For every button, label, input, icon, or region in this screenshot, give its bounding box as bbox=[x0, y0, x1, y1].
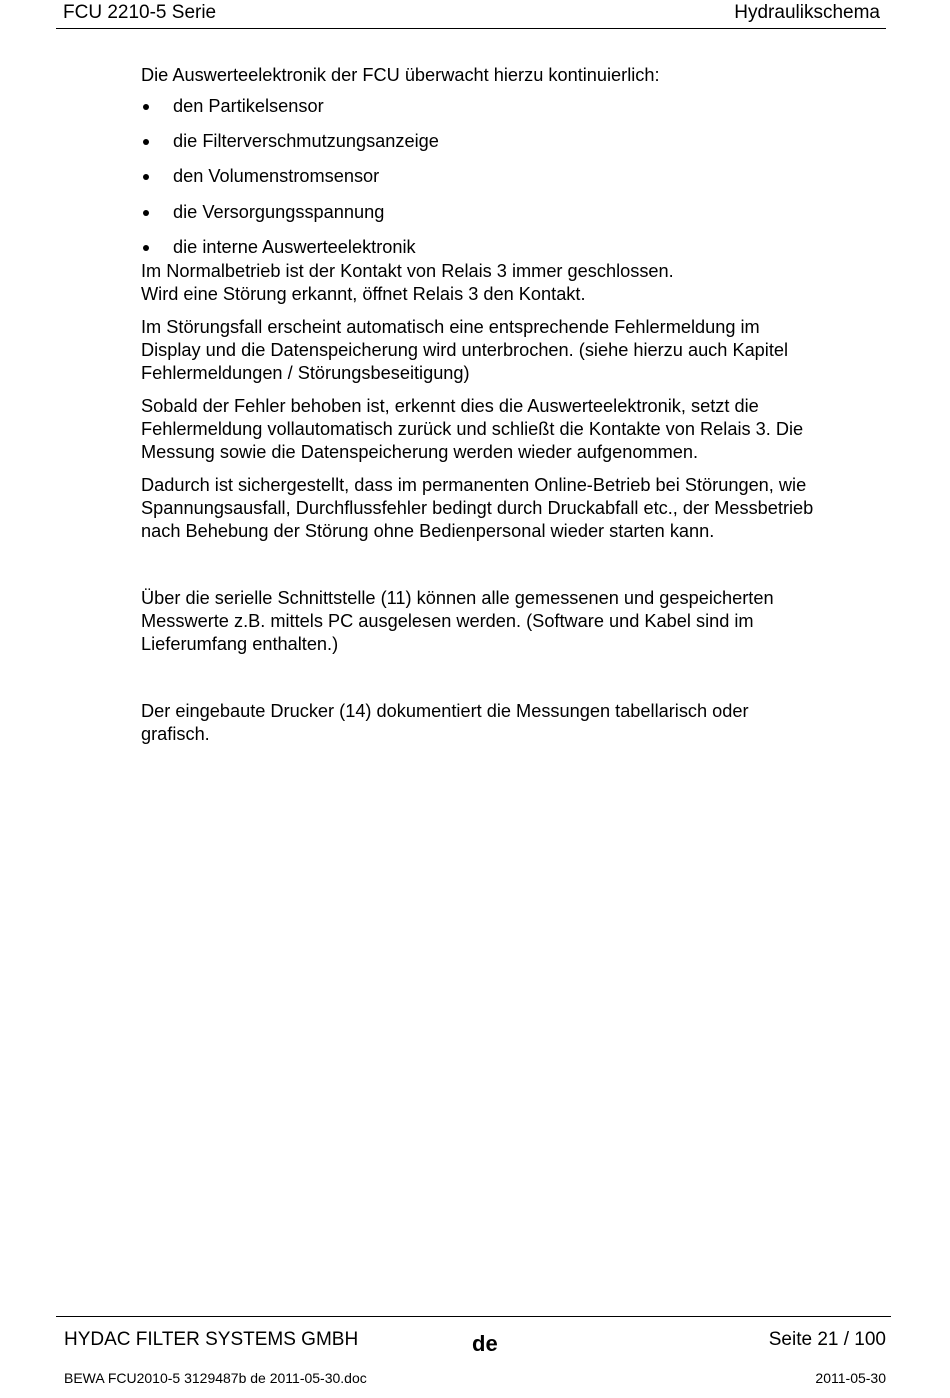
paragraph-serial-interface: Über die serielle Schnittstelle (11) können alle gemessenen und gespeicherten Messwerte z.B. mittels PC ausgelesen werden. (Software und Kabel sind im Lieferumfang enthalten.) bbox=[141, 587, 774, 654]
bullet-icon bbox=[143, 174, 149, 180]
paragraph-printer: Der eingebaute Drucker (14) dokumentiert die Messungen tabellarisch oder grafisch. bbox=[141, 700, 749, 744]
header-divider bbox=[56, 28, 886, 29]
paragraph-fault-case: Im Störungsfall erscheint automatisch eine entsprechende Fehlermeldung im Display und die Datenspeicherung wird unterbrochen. (siehe hierzu auch Kapitel Fehlermeldungen / Störungsbeseitigung) bbox=[141, 316, 789, 383]
bullet-icon bbox=[143, 210, 149, 216]
footer-page-number: Seite 21 / 100 bbox=[768, 1329, 886, 1350]
header-section: Hydraulikschema bbox=[734, 2, 880, 23]
list-item: die interne Auswerteelektronik bbox=[141, 236, 901, 271]
bullet-icon bbox=[143, 104, 149, 110]
list-item: den Volumenstromsensor bbox=[141, 165, 901, 200]
list-item: die Filterverschmutzungsanzeige bbox=[141, 130, 901, 165]
header-title: FCU 2210-5 Serie bbox=[63, 2, 217, 23]
bullet-icon bbox=[143, 245, 149, 251]
footer-divider bbox=[56, 1316, 891, 1317]
list-item: den Partikelsensor bbox=[141, 95, 901, 130]
footer-document-name: BEWA FCU2010-5 3129487b de 2011-05-30.doc bbox=[64, 1370, 367, 1386]
paragraph-fault-reset: Sobald der Fehler behoben ist, erkennt dies die Auswerteelektronik, setzt die Fehlermeldung vollautomatisch zurück und schließt die Kontakte von Relais 3. Die Messung sowie die Datenspeicherung werden wieder aufgenommen. bbox=[141, 395, 804, 462]
paragraph-normal-operation: Im Normalbetrieb ist der Kontakt von Relais 3 immer geschlossen. Wird eine Störung erkannt, öffnet Relais 3 den Kontakt. bbox=[141, 260, 674, 304]
footer-date: 2011-05-30 bbox=[815, 1370, 886, 1386]
paragraph-online-operation: Dadurch ist sichergestellt, dass im permanenten Online-Betrieb bei Störungen, wie Spannungsausfall, Durchflussfehler bedingt durch Druckabfall etc., der Messbetrieb nach Behebung der Störung ohne Bedienpersonal wieder starten kann. bbox=[141, 474, 814, 541]
monitored-items-list bbox=[141, 95, 901, 271]
footer-company: HYDAC FILTER SYSTEMS GMBH bbox=[64, 1329, 359, 1350]
bullet-icon bbox=[143, 139, 149, 145]
footer-language: de bbox=[472, 1331, 498, 1356]
intro-paragraph: Die Auswerteelektronik der FCU überwacht hierzu kontinuierlich: bbox=[141, 65, 660, 85]
page-body bbox=[141, 64, 901, 746]
list-item: die Versorgungsspannung bbox=[141, 201, 901, 236]
